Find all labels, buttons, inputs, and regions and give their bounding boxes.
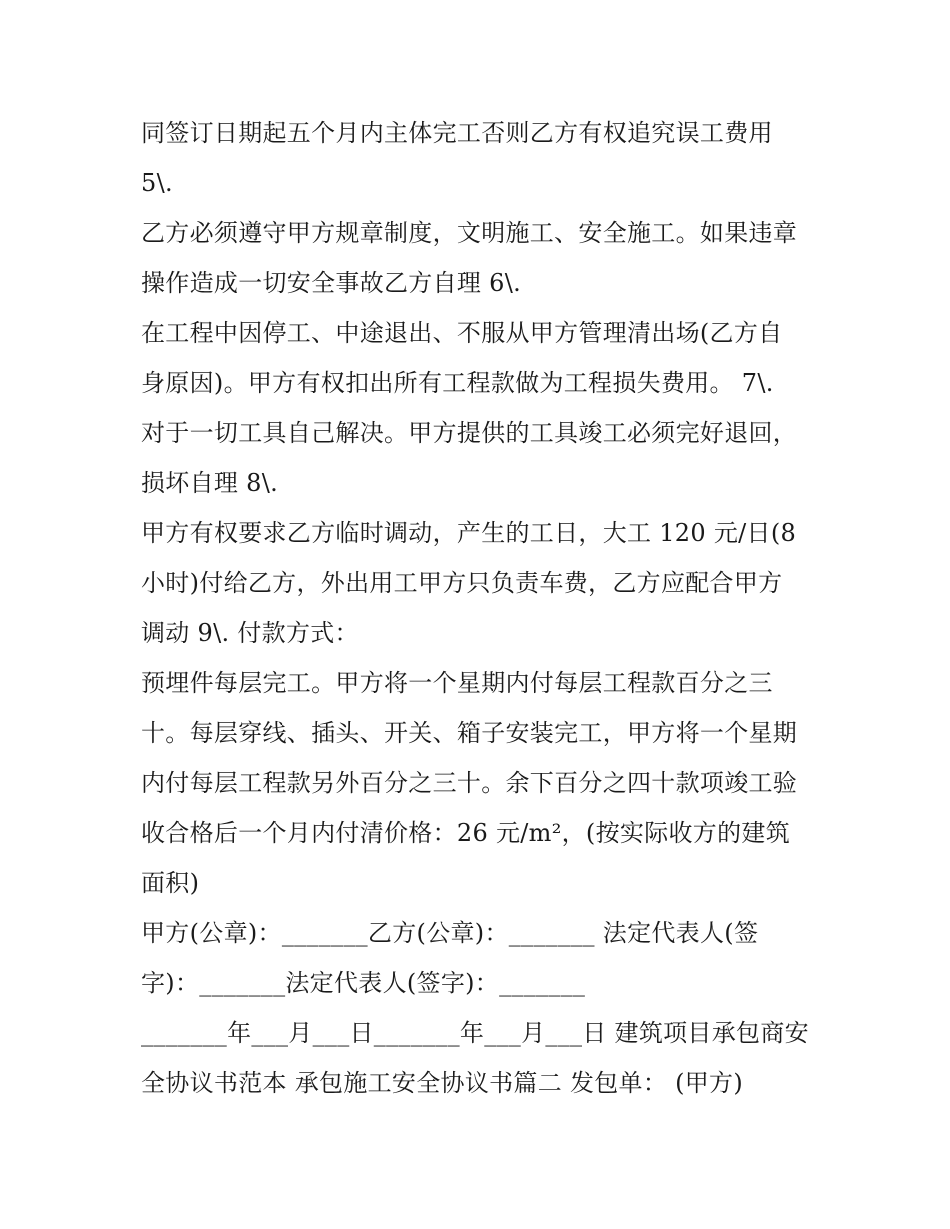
body-line: 甲方有权要求乙方临时调动，产生的工日，大工 120 元/日(8: [141, 519, 797, 547]
body-line: 同签订日期起五个月内主体完工否则乙方有权追究误工费用: [141, 119, 773, 147]
body-line: 调动 9\. 付款方式：: [141, 619, 359, 647]
body-line: 5\.: [141, 169, 173, 197]
body-line: 收合格后一个月内付清价格：26 元/m²，(按实际收方的建筑: [141, 819, 790, 847]
body-line: 内付每层工程款另外百分之三十。余下百分之四十款项竣工验: [141, 769, 798, 797]
body-line: 全协议书范本 承包施工安全协议书篇二 发包单： (甲方): [141, 1069, 744, 1097]
body-line: 损坏自理 8\.: [141, 469, 279, 497]
body-line: 十。每层穿线、插头、开关、箱子安装完工，甲方将一个星期: [141, 719, 798, 747]
document-body: [141, 108, 831, 1108]
body-line: 乙方必须遵守甲方规章制度，文明施工、安全施工。如果违章: [141, 219, 798, 247]
body-line: 身原因)。甲方有权扣出所有工程款做为工程损失费用。 7\.: [141, 369, 774, 397]
body-line: 面积): [141, 869, 200, 897]
body-line: 在工程中因停工、中途退出、不服从甲方管理清出场(乙方自: [141, 319, 783, 347]
signature-line: 字)：_______法定代表人(签字)：_______: [141, 969, 586, 997]
signature-line: 甲方(公章)：_______乙方(公章)：_______ 法定代表人(签: [141, 919, 759, 947]
body-line: 对于一切工具自己解决。甲方提供的工具竣工必须完好退回，: [141, 419, 798, 447]
body-line: 操作造成一切安全事故乙方自理 6\.: [141, 269, 522, 297]
body-line: 小时)付给乙方，外出用工甲方只负责车费，乙方应配合甲方: [141, 569, 783, 597]
body-line: 预埋件每层完工。甲方将一个星期内付每层工程款百分之三: [141, 669, 773, 697]
date-line: _______年___月___日_______年___月___日 建筑项目承包商安: [141, 1019, 809, 1047]
